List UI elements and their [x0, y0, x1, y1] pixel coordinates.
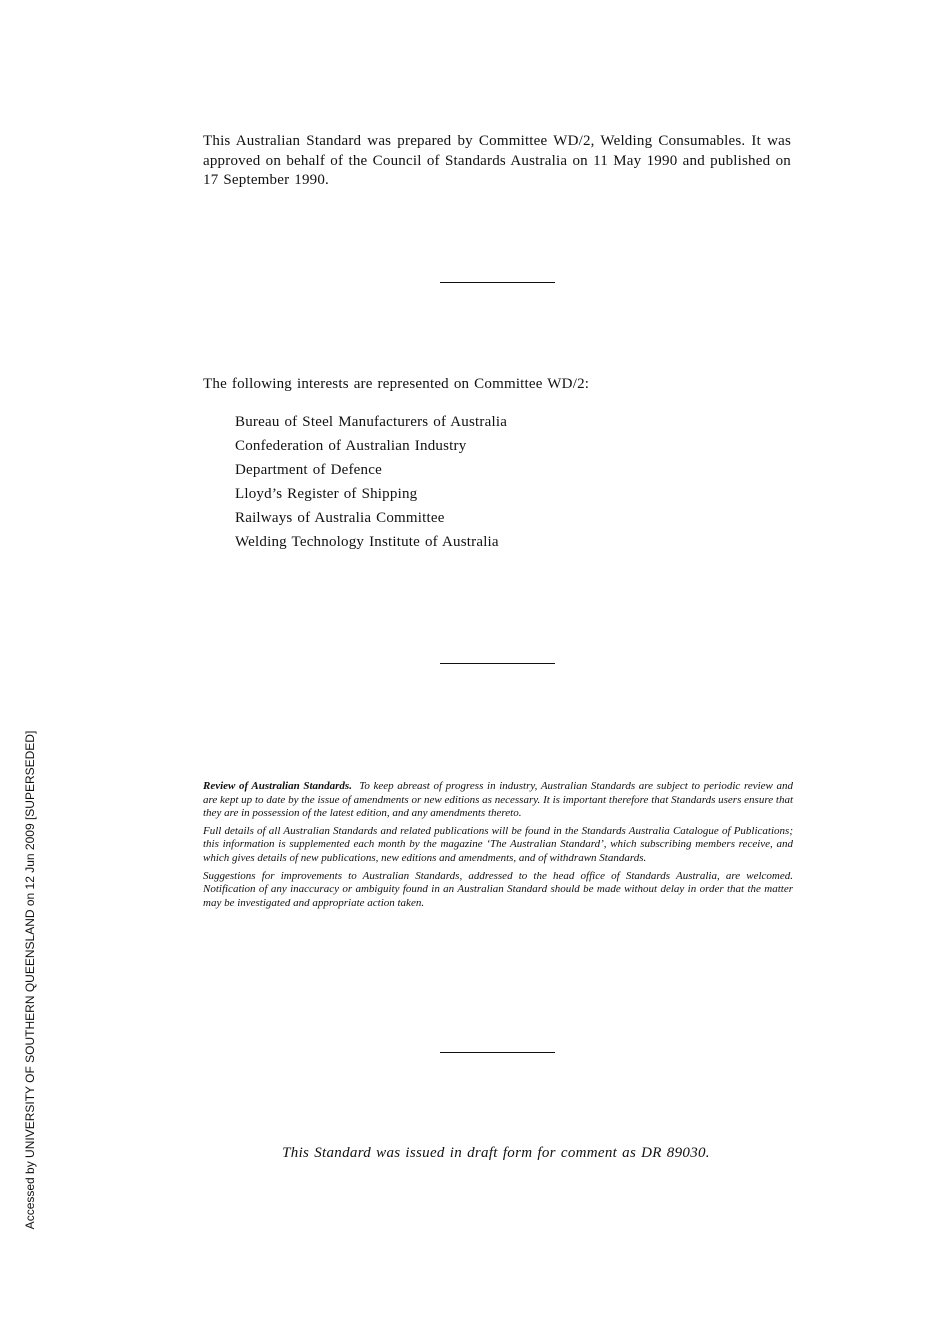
- interests-heading: The following interests are represented on Committee WD/2:: [203, 376, 590, 392]
- review-text: To keep abreast of progress in industry, Australian Standards are subject to periodic review and are kept up to date by the issue of amendments or new editions as necessary. It is important therefore that Standards users ensure that they are in possession of the latest edition, and any amendments thereto.: [203, 780, 793, 820]
- divider-rule: [440, 282, 555, 283]
- preparation-statement: This Australian Standard was prepared by Committee WD/2, Welding Consumables. It was approved on behalf of the Council of Standards Australia on 11 May 1990 and published on 17 September 1990.: [203, 133, 791, 188]
- catalogue-paragraph: Full details of all Australian Standards and related publications will be found in the Standards Australia Catalogue of Publications; this information is supplemented each month by the magazine ‘The Australian Standard’, which subscribing members receive, and which gives details of new publications, new editions and amendments, and of withdrawn Standards.: [203, 824, 793, 864]
- suggestions-paragraph: Suggestions for improvements to Australian Standards, addressed to the head office of Standards Australia, are welcomed. Notification of any inaccuracy or ambiguity found in an Australian Standard should be made without delay in order that the matter may be investigated and appropriate action taken.: [203, 869, 793, 909]
- interests-list: [235, 410, 507, 554]
- review-paragraph: [203, 780, 793, 821]
- review-title: Review of Australian Standards.: [203, 780, 352, 792]
- list-item: Confederation of Australian Industry: [235, 438, 467, 454]
- list-item: Railways of Australia Committee: [235, 510, 445, 526]
- review-notice: [203, 780, 793, 914]
- list-item: Lloyd’s Register of Shipping: [235, 486, 418, 502]
- divider-rule: [440, 1052, 555, 1053]
- draft-note: This Standard was issued in draft form for comment as DR 89030.: [282, 1145, 710, 1161]
- list-item: Welding Technology Institute of Australia: [235, 534, 499, 550]
- list-item: Department of Defence: [235, 462, 382, 478]
- list-item: Bureau of Steel Manufacturers of Australia: [235, 414, 508, 430]
- access-stamp: Accessed by UNIVERSITY OF SOUTHERN QUEENSLAND on 12 Jun 2009 [SUPERSEDED]: [23, 730, 37, 1230]
- divider-rule: [440, 663, 555, 664]
